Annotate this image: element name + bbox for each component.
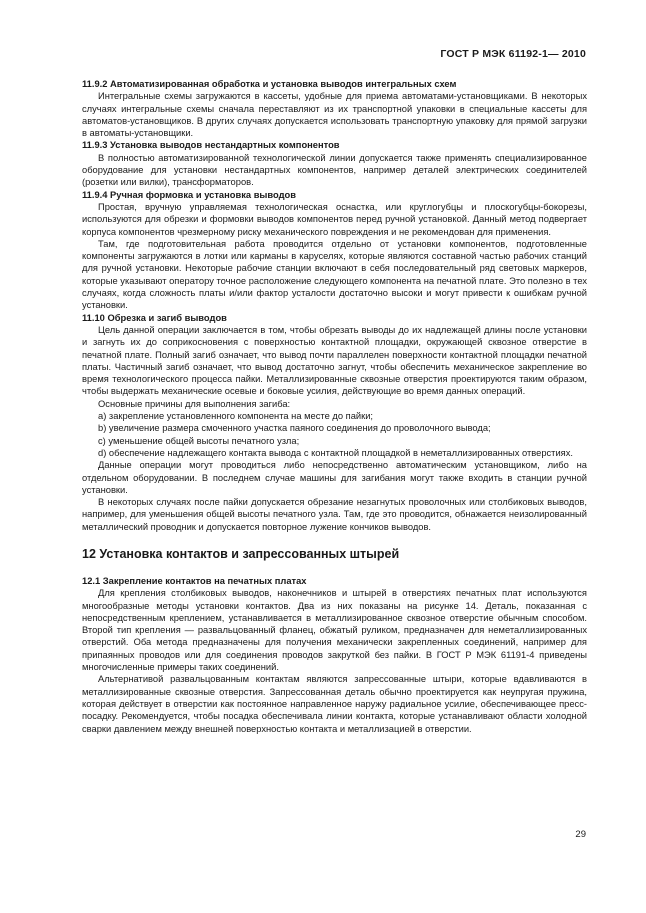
paragraph: В полностью автоматизированной технологической линии допускается также применять специализированное оборудование для установки нестандартных компонентов, например деталей электрических соединителей (розетки или вилки), трансформаторов.: [82, 152, 587, 188]
subsection-heading: 11.10 Обрезка и загиб выводов: [82, 312, 227, 323]
list-item: а) закрепление установленного компонента на месте до пайки;: [98, 411, 374, 422]
document-body: [82, 78, 587, 735]
paragraph: Там, где подготовительная работа проводится отдельно от установки компонентов, подготовленные компоненты загружаются в лотки или карманы в каруселях, которые являются составной частью рабочих станций для ручной установки. Некоторые рабочие станции включают в себя последовательный ряд световых маркеров, которые указывают оператору точное расположение следующего компонента на печатной плате. Это полезно в тех случаях, когда сложность платы и/или фактор усталости достаточно высоки и могут привести к ошибкам ручной установки.: [82, 238, 587, 311]
paragraph: В некоторых случаях после пайки допускается обрезание незагнутых проволочных или столбиковых выводов, например, для уменьшения общей высоты печатного узла. Там, где это проводится, обнажается неизолированный металлический проводник и допускается повторное лужение кончиков выводов.: [82, 497, 587, 532]
subsection-heading: 11.9.4 Ручная формовка и установка выводов: [82, 189, 297, 200]
subsection-heading: 11.9.2 Автоматизированная обработка и установка выводов интегральных схем: [82, 79, 457, 89]
paragraph: Цель данной операции заключается в том, чтобы обрезать выводы до их надлежащей длины после установки и загнуть их до соприкосновения с поверхностью контактной площадки, окружающей сквозное отверстие в печатной плате. Полный загиб означает, что вывод почти параллелен поверхности контактной площадки печатной платы. Частичный загиб означает, что вывод достаточно загнут, чтобы обеспечить механическое закрепление во время технологического процесса пайки. Металлизированные сквозные отверстия проектируются таким образом, чтобы выдержать механические осевые и боковые усилия, действующие во время данных операций.: [82, 324, 587, 397]
subsection-heading: 11.9.3 Установка выводов нестандартных компонентов: [82, 140, 340, 151]
paragraph: Интегральные схемы загружаются в кассеты, удобные для приема автоматами-установщиками. В некоторых случаях интегральные схемы сначала переставляют из их транспортной упаковки в специальные кассеты для автоматов-установщиков. В других случаях допускается использовать транспортную упаковку для прямой загрузки в автоматы-установщики.: [82, 91, 587, 139]
list-item: b) увеличение размера смоченного участка паяного соединения до проволочного вывода;: [98, 423, 491, 434]
document-header: ГОСТ Р МЭК 61192-1— 2010: [440, 48, 586, 60]
section-heading: 12 Установка контактов и запрессованных штырей: [82, 546, 400, 561]
paragraph: Основные причины для выполнения загиба:: [98, 398, 291, 409]
list-item: с) уменьшение общей высоты печатного узла;: [98, 435, 300, 446]
page-number: 29: [575, 829, 586, 840]
paragraph: Для крепления столбиковых выводов, наконечников и штырей в отверстиях печатных плат используются многообразные методы установки контактов. Два из них показаны на рисунке 14. Деталь, показанная с непосредственным креплением, устанавливается в металлизированное сквозное отверстие обычным способом. Второй тип крепления — развальцованный фланец, обжатый руликом, предназначен для неметаллизированных отверстий. Оба метода предназначены для получения механически закрепленных соединений, например для припаянных проводов или для соединения проводов закруткой без пайки. В ГОСТ Р МЭК 61191-4 приведены многочисленные примеры таких соединений.: [82, 588, 587, 673]
paragraph: Альтернативой развальцованным контактам являются запрессованные штыри, которые вдавливаются в металлизированные сквозные отверстия. Запрессованная деталь обычно проектируется как неупругая пружина, которая действует в отверстии как постоянное направленное наружу радиальное усилие, обеспечивающее пресс-посадку. Рекомендуется, чтобы посадка обеспечивала линии контакта, которые устанавливают области холодной сварки давлением между внешней поверхностью контакта и металлизацией в отверстии.: [82, 674, 587, 734]
paragraph: Данные операции могут проводиться либо непосредственно автоматическим установщиком, либо на отдельном оборудовании. В последнем случае машины для загибания могут также входить в станции ручной установки.: [82, 460, 587, 495]
list-item: d) обеспечение надлежащего контакта вывода с контактной площадкой в неметаллизированных отверстиях.: [98, 447, 574, 458]
subsection-heading: 12.1 Закрепление контактов на печатных платах: [82, 575, 307, 586]
paragraph: Простая, вручную управляемая технологическая оснастка, или круглогубцы и плоскогубцы-бокорезы, используются для обрезки и формовки выводов компонентов перед ручной установкой. Данный метод подвергает корпуса компонентов чрезмерному риску механического повреждения и не рекомендован для применения.: [82, 201, 587, 237]
